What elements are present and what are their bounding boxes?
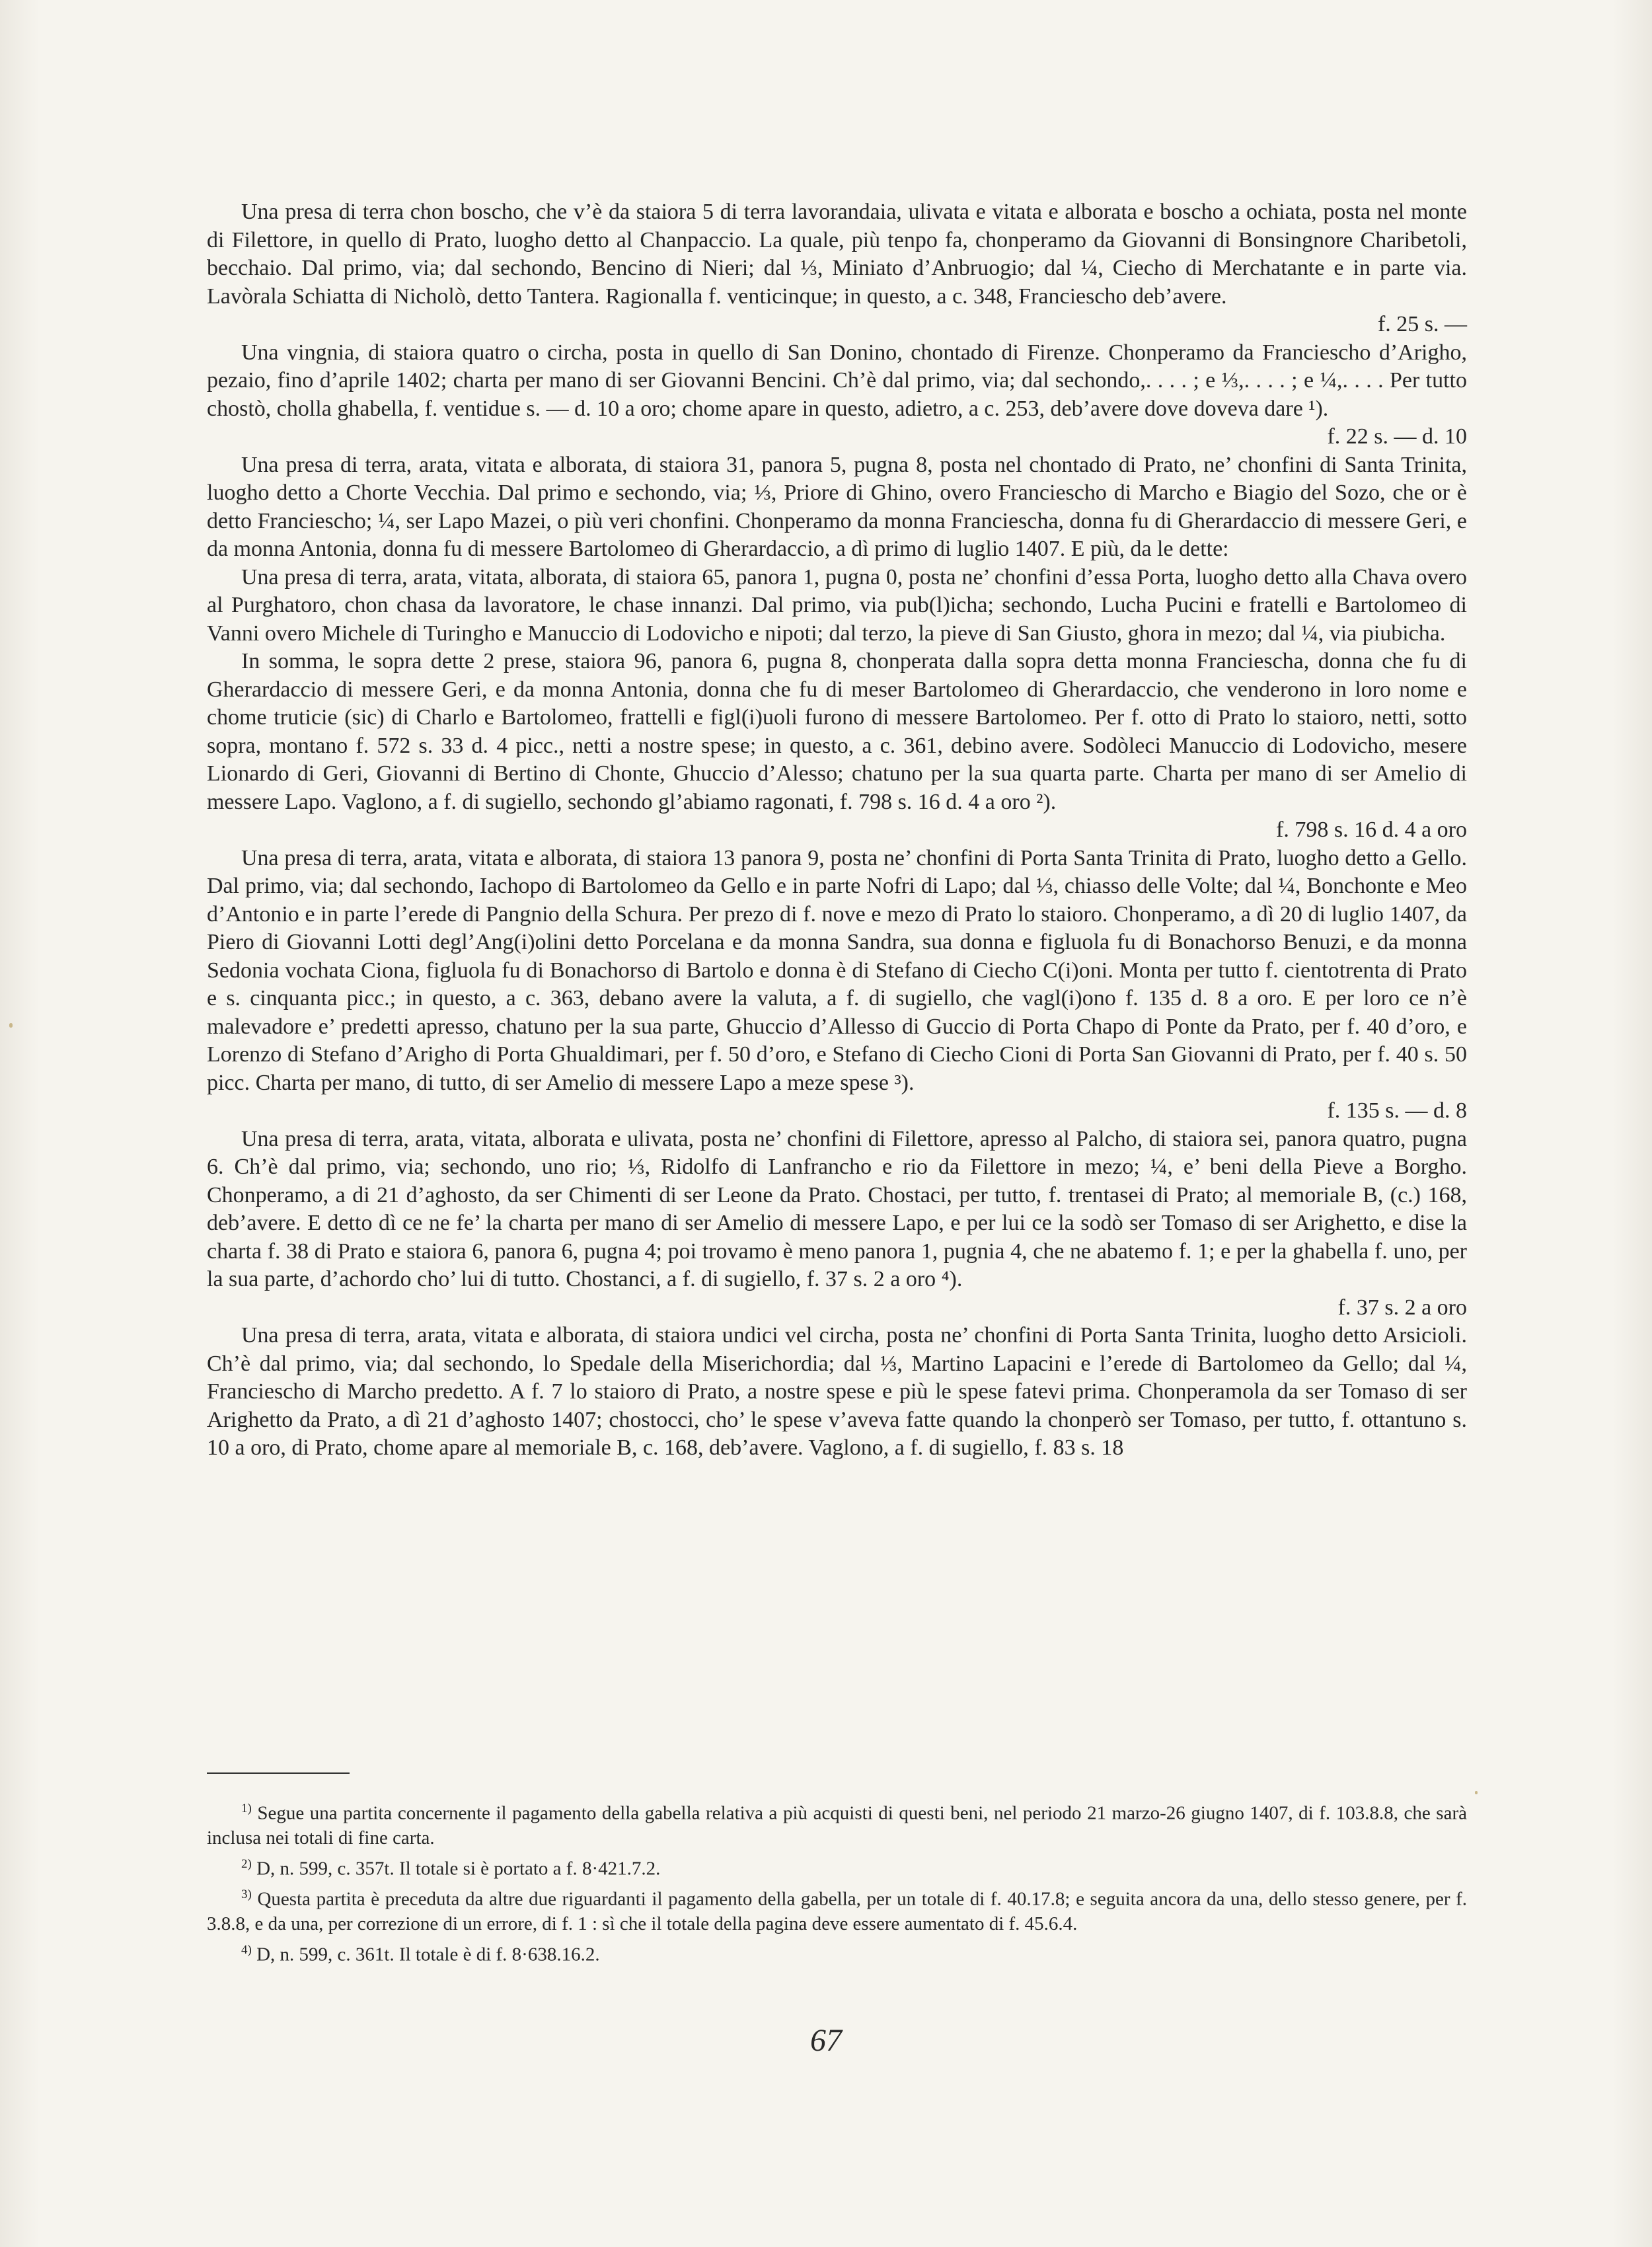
main-text [207,198,1467,1463]
entry [207,648,1467,845]
footnote-text: Questa partita è preceduta da altre due riguardanti il pagamento della gabella, per un totale di f. 40.17.8; e seguita ancora da una, dello stesso genere, per f. 3.8.8, e da una, per correzione di un errore, di f. 1 : sì che il totale della pagina deve essere aumentato di f. 45.6.4. [207,1888,1467,1934]
entry [207,339,1467,451]
footnote-divider [207,1772,350,1774]
footnote [207,1796,1467,1850]
footnote-mark: 1) [241,1802,252,1815]
footnote [207,1852,1467,1882]
entry [207,198,1467,339]
footnote-text: Segue una partita concernente il pagamento della gabella relativa a più acquisti di questi beni, nel periodo 21 marzo-26 giugno 1407, di f. 103.8.8, che sarà inclusa nei totali di fine carta. [207,1802,1467,1848]
footnote-mark: 4) [241,1942,252,1957]
entry-text: Una presa di terra, arata, vitata, alborata e ulivata, posta ne’ chonfini di Filettore, apresso al Palcho, di staiora sei, panora quatro, pugna 6. Ch’è dal primo, via; sechondo, uno rio; ⅓, Ridolfo di Lanfrancho e rio da Filettore in mezo; ¼, e’ beni della Pieve a Borgho. Chonperamo, a di 21 d’aghosto, da ser Chimenti di ser Leone da Prato. Chostaci, per tutto, f. trentasei di Prato; al memoriale B, (c.) 168, deb’avere. E detto dì ce ne fe’ la charta per mano di ser Amelio di messere Lapo, e per lui ce la sodò ser Tomaso di ser Arighetto, e dise la charta f. 38 di Prato e staiora 6, panora 6, pugna 4; poi trovamo è meno panora 1, pugnia 4, che ne abatemo f. 1; e per la ghabella f. uno, per la sua parte, d’achordo cho’ lui di tutto. Chostanci, a f. di sugiello, f. 37 s. 2 a oro ⁴). [207,1126,1467,1291]
footnote-text: D, n. 599, c. 357t. Il totale si è portato a f. 8·421.7.2. [256,1858,661,1880]
entry-text: Una presa di terra, arata, vitata e alborata, di staiora undici vel circha, posta ne’ chonfini di Porta Santa Trinita, luogho detto Arsicioli. Ch’è dal primo, via; dal sechondo, lo Spedale della Miserichordia; dal ⅓, Martino Lapacini e l’erede di Bartolomeo da Gello; dal ¼, Franciescho di Marcho predetto. A f. 7 lo staioro di Prato, a nostre spese e più le spese fatevi prima. Chonperamola da ser Tomaso di ser Arighetto da Prato, a dì 21 d’aghosto 1407; chostocci, cho’ le spese v’aveva fatte quando la chonperò ser Tomaso, per tutto, f. ottantuno s. 10 a oro, di Prato, chome apare al memoriale B, c. 168, deb’avere. Vaglono, a f. di sugiello, f. 83 s. 18 [207,1323,1467,1460]
page-number: 67 [810,2023,842,2058]
entry [207,564,1467,648]
paper-speck [1475,1791,1478,1794]
entry-total: f. 798 s. 16 d. 4 a oro [1276,818,1467,842]
footnotes [207,1796,1467,1969]
entry-text: Una vingnia, di staiora quatro o circha, posta in quello di San Donino, chontado di Firenze. Chonperamo da Franciescho d’Arigho, pezaio, fino d’aprile 1402; charta per mano di ser Giovanni Bencini. Ch’è dal primo, via; dal sechondo,. . . . ; e ⅓,. . . . ; e ¼,. . . . Per tutto chostò, cholla ghabella, f. ventidue s. — d. 10 a oro; chome apare in questo, adietro, a c. 253, deb’avere dove doveva dare ¹). [207,340,1467,421]
entry-text: Una presa di terra, arata, vitata e alborata, di staiora 31, panora 5, pugna 8, posta nel chontado di Prato, ne’ chonfini di Santa Trinita, luogho detto a Chorte Vecchia. Dal primo e sechondo, via; ⅓, Priore di Ghino, overo Franciescho di Marcho e Biagio del Sozo, che or è detto Franciescho; ¼, ser Lapo Mazei, o più veri chonfini. Chonperamo da monna Franciescha, donna fu di Gherardaccio di messere Geri, e da monna Antonia, donna fu di messere Bartolomeo di Gherardaccio, a dì primo di luglio 1407. E più, da le dette: [207,452,1467,561]
entry [207,845,1467,1125]
footnote [207,1938,1467,1967]
entry [207,1322,1467,1463]
paper-speck [9,1023,13,1028]
entry-total: f. 22 s. — d. 10 [1327,424,1467,449]
entry-text: Una presa di terra, arata, vitata e alborata, di staiora 13 panora 9, posta ne’ chonfini di Porta Santa Trinita di Prato, luogho detto a Gello. Dal primo, via; dal sechondo, Iachopo di Bartolomeo da Gello e in parte Nofri di Lapo; dal ⅓, chiasso delle Volte; dal ¼, Bonchonte e Meo d’Antonio e in parte l’erede di Pangnio della Schura. Per prezo di f. nove e mezo di Prato lo staioro. Chonperamo, a dì 20 di luglio 1407, da Piero di Giovanni Lotti degl’Ang(i)olini detto Porcelana e da monna Sandra, sua donna e figluola fu di Bonachorso Benuzi, e da monna Sedonia vochata Ciona, figluola fu di Bonachorso di Bartolo e donna è di Stefano di Ciecho C(i)oni. Monta per tutto f. cientotrenta di Prato e s. cinquanta picc.; in questo, a c. 363, debano avere la valuta, a f. di sugiello, che vagl(i)ono f. 135 d. 8 a oro. E per loro ce n’è malevadore e’ predetti apresso, chatuno per la sua parte, Ghuccio d’Allesso di Guccio di Porta Chapo di Ponte da Prato, per f. 40 d’oro, e Lorenzo di Stefano d’Arigho di Porta Ghualdimari, per f. 50 d’oro, e Stefano di Ciecho Cioni di Porta San Giovanni di Prato, per f. 40 s. 50 picc. Charta per mano, di tutto, di ser Amelio di messere Lapo a meze spese ³). [207,845,1467,1095]
entry-total: f. 25 s. — [1377,312,1467,336]
entry-text: Una presa di terra, arata, vitata, alborata, di staiora 65, panora 1, pugna 0, posta ne’ chonfini d’essa Porta, luogho detto alla Chava overo al Purghatoro, chon chasa da lavoratore, le chase innanzi. Dal primo, via pub(l)icha; sechondo, Lucha Pucini e fratelli e Bartolomeo di Vanni overo Michele di Turingho e Manuccio di Lodovicho e nipoti; dal terzo, la pieve di San Giusto, ghora in mezo; dal ¼, via piubicha. [207,564,1467,646]
entry-text: In somma, le sopra dette 2 prese, staiora 96, panora 6, pugna 8, chonperata dalla sopra detta monna Franciescha, donna che fu di Gherardaccio di messere Geri, e da monna Antonia, donna che fu di meser Bartolomeo di Gherardaccio, che venderono in loro nome e chome truticie (sic) di Charlo e Bartolomeo, frattelli e figl(i)uoli furono di messere Bartolomeo. Per f. otto di Prato lo staioro, netti, sotto sopra, montano f. 572 s. 33 d. 4 picc., netti a nostre spese; in questo, a c. 361, debino avere. Sodòleci Manuccio di Lodovicho, mesere Lionardo di Geri, Giovanni di Bertino di Chonte, Ghuccio d’Alesso; chatuno per la sua quarta parte. Charta per mano di ser Amelio di messere Lapo. Vaglono, a f. di sugiello, sechondo gl’abiamo ragonati, f. 798 s. 16 d. 4 a oro ²). [207,649,1467,814]
footnote-mark: 3) [241,1887,252,1902]
footnote-mark: 2) [241,1856,252,1871]
entry [207,1125,1467,1322]
entry-text: Una presa di terra chon boscho, che v’è da staiora 5 di terra lavorandaia, ulivata e vitata e alborata e boscho a ochiata, posta nel monte di Filettore, in quello di Prato, luogho detto al Chanpaccio. La quale, più tenpo fa, chonperamo da Giovanni di Bonsingnore Charibetoli, becchaio. Dal primo, via; dal sechondo, Bencino di Nieri; dal ⅓, Miniato d’Anbruogio; dal ¼, Ciecho di Merchatante e in parte via. Lavòrala Schiatta di Nicholò, detto Tantera. Ragionalla f. venticinque; in questo, a c. 348, Franciescho deb’avere. [207,200,1467,309]
entry-total: f. 135 s. — d. 8 [1327,1098,1467,1123]
entry [207,451,1467,564]
footnote-text: D, n. 599, c. 361t. Il totale è di f. 8·638.16.2. [256,1944,600,1965]
footnote [207,1882,1467,1936]
entry-total: f. 37 s. 2 a oro [1337,1295,1467,1320]
